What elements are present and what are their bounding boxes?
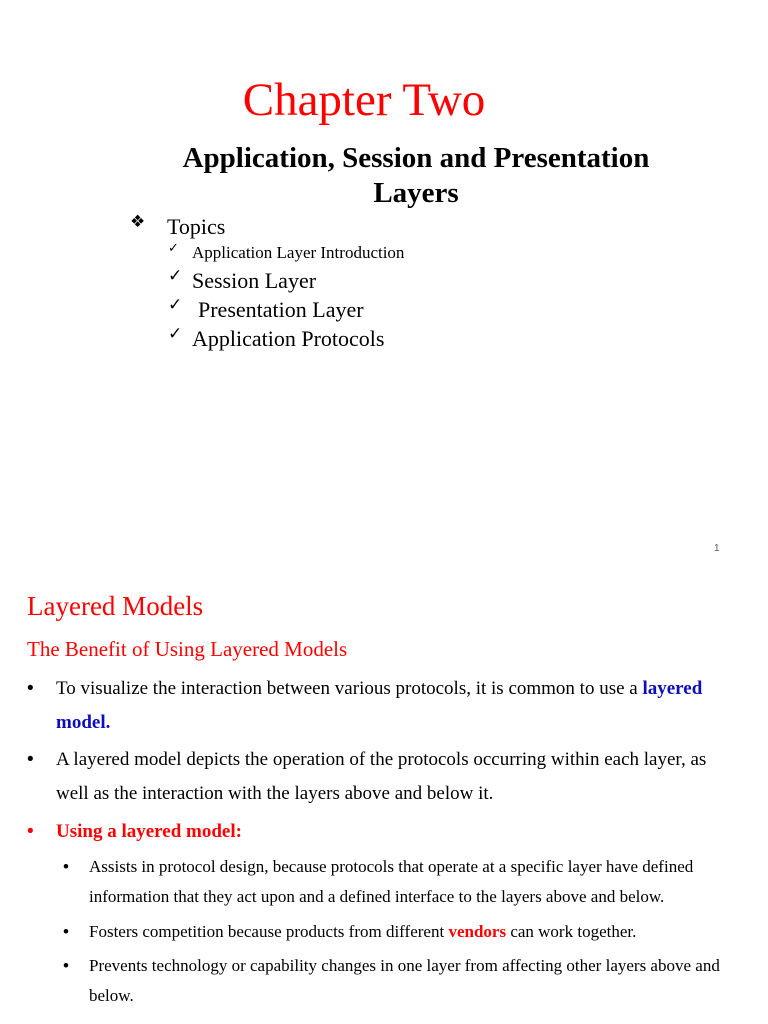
topics-label: Topics [167,214,226,239]
diamond-bullet-icon: ❖ [130,212,146,232]
slide-layered-models [0,576,768,1024]
checkmark-icon: ✓ [168,324,183,344]
page-number: 1 [714,543,720,554]
bullet-dot-icon: • [63,857,69,876]
sub-bullet-item [63,951,748,1011]
bullet-item [27,815,742,849]
sub-bullet-text-after: can work together. [510,922,637,941]
sub-bullet-text: Assists in protocol design, because protocols that operate at a specific layer have defined information that they act upon and a defined interface to the layers above and below. [89,857,694,906]
sub-bullet-item [63,852,748,912]
topic-label: Session Layer [192,268,317,293]
chapter-title: Chapter Two [242,74,486,126]
bullet-text [56,672,742,740]
section-subtitle: The Benefit of Using Layered Models [27,637,348,661]
checkmark-icon: ✓ [168,266,183,286]
vendors-highlight: vendors [448,922,507,941]
bullet-dot-icon: • [27,678,34,699]
bullet-text: A layered model depicts the operation of the protocols occurring within each layer, as well as the interaction with the layers above and below it. [56,749,707,804]
bullet-text: Using a layered model: [56,821,242,842]
bullet-item [27,672,742,740]
topics-heading [130,212,226,242]
layered-model-highlight: layered model. [56,678,703,733]
bullet-text-main: To visualize the interaction between various protocols, it is common to use a [56,678,638,699]
topic-label: Presentation Layer [198,297,364,322]
bullet-item [27,743,742,811]
section-title: Layered Models [27,591,204,621]
bullet-dot-icon: • [63,956,69,975]
topic-label: Application Protocols [192,326,385,351]
sub-bullet-text: Prevents technology or capability changes in one layer from affecting other layers above and below. [89,956,720,1005]
bullet-dot-icon: • [63,922,69,941]
checkmark-icon: ✓ [168,241,179,256]
checkmark-icon: ✓ [168,295,183,315]
chapter-subtitle: Application, Session and Presentation Layers [182,142,650,209]
bullet-dot-icon: • [27,821,34,842]
sub-bullet-text-before: Fosters competition because products from different [89,922,445,941]
sub-bullet-item [63,917,748,947]
topic-label: Application Layer Introduction [192,243,405,262]
bullet-dot-icon: • [27,749,34,770]
sub-bullet-text [89,917,748,947]
